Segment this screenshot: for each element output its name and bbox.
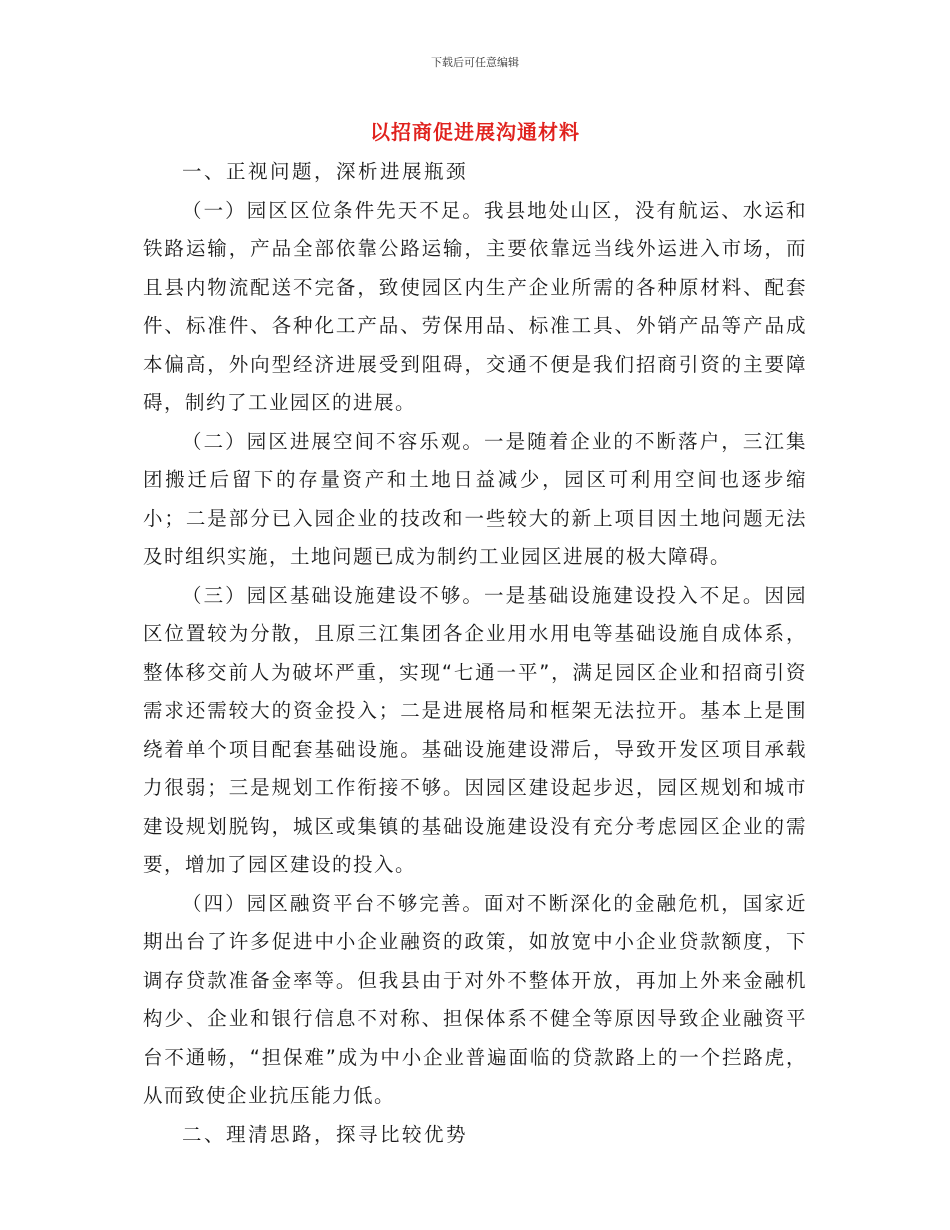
paragraph-3: （三）园区基础设施建设不够。一是基础设施建设投入不足。因园区位置较为分散，且原三江集团各企业用水用电等基础设施自成体系，整体移交前人为破坏严重，实现“七通一平”，满足园区企业和招商引资需求还需较大的资金投入；二是进展格局和框架无法拉开。基本上是围绕着单个项目配套基础设施。基础设施建设滞后，导致开发区项目承载力很弱；三是规划工作衔接不够。因园区建设起步迟，园区规划和城市建设规划脱钩，城区或集镇的基础设施建设没有充分考虑园区企业的需要，增加了园区建设的投入。 xyxy=(143,583,807,876)
paragraph-2: （二）园区进展空间不容乐观。一是随着企业的不断落户，三江集团搬迁后留下的存量资产和土地日益减少，园区可利用空间也逐步缩小；二是部分已入园企业的技改和一些较大的新上项目因土地问题无法及时组织实施，土地问题已成为制约工业园区进展的极大障碍。 xyxy=(143,429,807,568)
paragraph-1: （一）园区区位条件先天不足。我县地处山区，没有航运、水运和铁路运输，产品全部依靠公路运输，主要依靠远当线外运进入市场，而且县内物流配送不完备，致使园区内生产企业所需的各种原材料、配套件、标准件、各种化工产品、劳保用品、标准工具、外销产品等产品成本偏高，外向型经济进展受到阻碍，交通不便是我们招商引资的主要障碍，制约了工业园区的进展。 xyxy=(143,198,807,414)
document-title: 以招商促进展沟通材料 xyxy=(370,120,580,144)
section-heading-2: 二、理清思路，探寻比较优势 xyxy=(182,1122,469,1146)
header-note: 下载后可任意编辑 xyxy=(431,56,519,69)
paragraph-4: （四）园区融资平台不够完善。面对不断深化的金融危机，国家近期出台了许多促进中小企业融资的政策，如放宽中小企业贷款额度，下调存贷款准备金率等。但我县由于对外不整体开放，再加上外来金融机构少、企业和银行信息不对称、担保体系不健全等原因导致企业融资平台不通畅，“担保难”成为中小企业普遍面临的贷款路上的一个拦路虎，从而致使企业抗压能力低。 xyxy=(143,891,807,1107)
section-heading-1: 一、正视问题，深析进展瓶颈 xyxy=(182,160,469,183)
document-body xyxy=(143,153,807,1154)
